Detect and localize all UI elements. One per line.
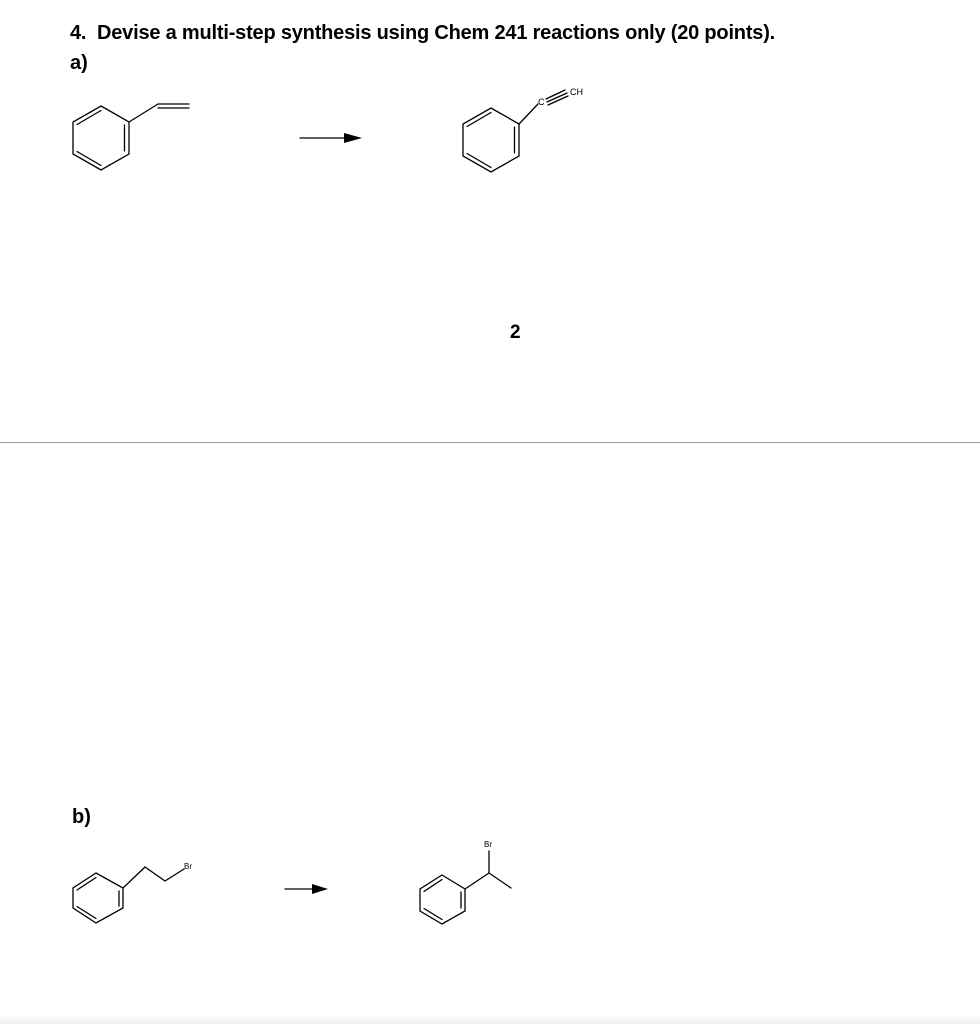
question-title: 4. Devise a multi-step synthesis using Chem 241 reactions only (20 points).: [70, 22, 776, 44]
phenylacetylene-structure: [455, 82, 615, 172]
section-divider: [0, 442, 980, 443]
part-a-label: a): [70, 52, 88, 74]
reaction-arrow-a: [300, 130, 370, 146]
bromoethylbenzene-structure: [60, 855, 210, 925]
bromine-label-product: Br: [484, 840, 492, 849]
alkyne-ch-label: CH: [570, 87, 583, 97]
page-bottom-edge: [0, 1014, 980, 1024]
alkyne-carbon-label: C: [538, 97, 545, 107]
bromoethylbenzene-product-structure: [410, 835, 530, 930]
styrene-structure: [60, 90, 200, 170]
page-number: 2: [510, 322, 521, 343]
bromine-label-start: Br: [184, 862, 192, 871]
part-b-label: b): [72, 806, 91, 828]
reaction-arrow-b: [285, 882, 335, 896]
